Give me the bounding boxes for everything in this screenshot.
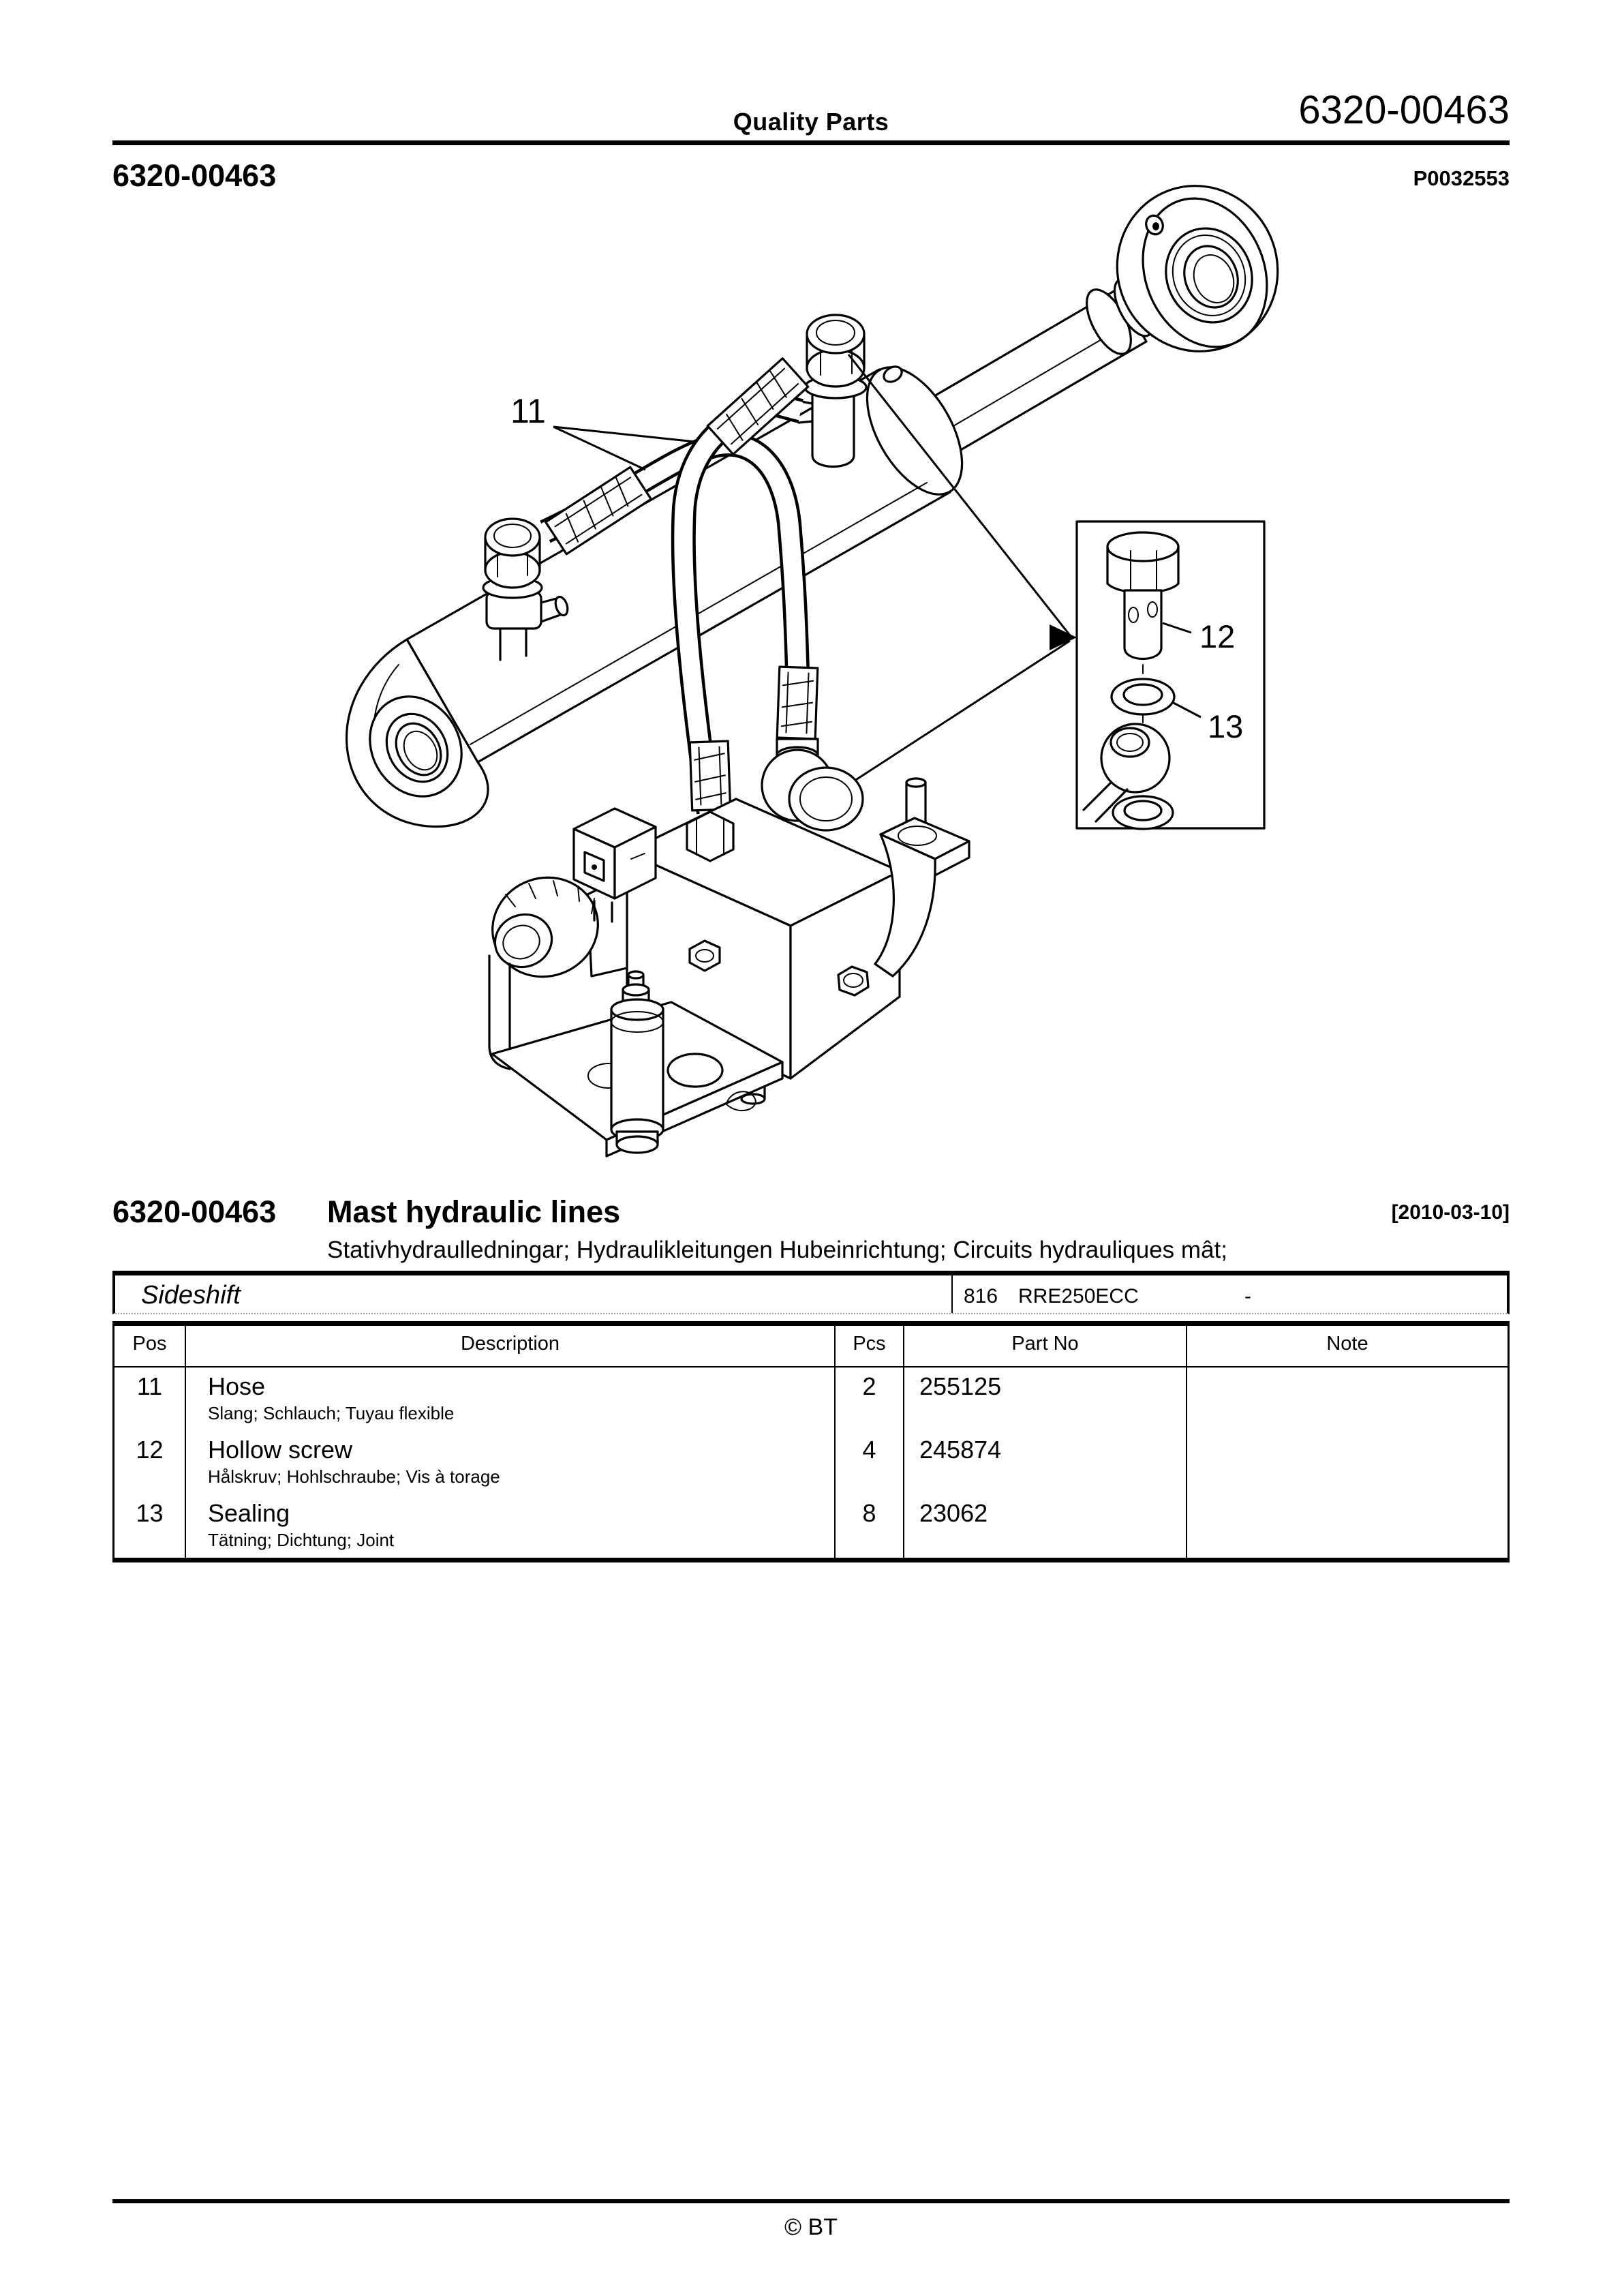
part-description: Sealing — [208, 1499, 290, 1527]
section-subtitle: Stativhydraulledningar; Hydraulikleitungen Hubeinrichtung; Circuits hydrauliques mât; — [327, 1237, 1227, 1263]
section-title: Mast hydraulic lines — [327, 1194, 621, 1229]
page-number: 6320-00463 — [112, 158, 277, 193]
part-pos: 11 — [136, 1372, 163, 1400]
header-document-number: 6320-00463 — [1298, 88, 1510, 132]
svg-text:11: 11 — [510, 392, 546, 430]
group-name: Sideshift — [141, 1281, 241, 1310]
part-number: 23062 — [919, 1499, 988, 1527]
model-header-table — [112, 1271, 1510, 1314]
part-pcs: 2 — [862, 1372, 876, 1400]
section-heading — [112, 1194, 1510, 1230]
part-description-translations: Hålskruv; Hohlschraube; Vis à torage — [208, 1466, 500, 1487]
callout-13: 13 — [1208, 708, 1244, 744]
part-number: 255125 — [919, 1372, 1002, 1400]
part-pos: 13 — [136, 1499, 164, 1527]
double-rule — [114, 1361, 1508, 1368]
footer-rule — [112, 2199, 1510, 2203]
hose-ferrule — [690, 741, 730, 811]
column-header-description: Description — [185, 1326, 834, 1361]
table-row — [114, 1431, 1508, 1494]
column-header-pos: Pos — [132, 1333, 167, 1355]
leader-line-to-inset — [837, 641, 1070, 792]
section-revision-date: [2010-03-10] — [1391, 1201, 1510, 1224]
sealing-washer-detail — [1113, 796, 1173, 829]
callout-leader — [553, 427, 645, 470]
part-description: Hollow screw — [208, 1436, 353, 1464]
part-pcs: 8 — [862, 1499, 876, 1527]
part-pos: 12 — [136, 1436, 164, 1464]
model-cell — [951, 1275, 1507, 1313]
serial-range: - — [1244, 1285, 1251, 1308]
hose-nut — [687, 812, 733, 861]
footer-copyright: © BT — [784, 2214, 838, 2240]
detail-inset — [1050, 522, 1264, 829]
part-description-translations: Tätning; Dichtung; Joint — [208, 1530, 395, 1550]
table-row — [114, 1368, 1508, 1431]
parts-table-header — [114, 1326, 1508, 1361]
model-code: 816 — [964, 1285, 998, 1308]
photo-code: P0032553 — [1413, 166, 1510, 190]
callout-leader — [553, 427, 695, 442]
column-header-partno: Part No — [903, 1326, 1186, 1361]
column-header-note: Note — [1186, 1326, 1508, 1361]
header-title: Quality Parts — [733, 108, 889, 136]
part-description: Hose — [208, 1372, 266, 1400]
hose-ferrule — [777, 667, 818, 739]
callout-12: 12 — [1199, 618, 1236, 654]
sealing-washer-detail — [1112, 679, 1174, 714]
model-name: RRE250ECC — [1018, 1285, 1139, 1308]
group-cell — [115, 1275, 951, 1313]
section-number: 6320-00463 — [112, 1194, 277, 1229]
part-number: 245874 — [919, 1436, 1002, 1464]
part-pcs: 4 — [862, 1436, 876, 1464]
part-description-translations: Slang; Schlauch; Tuyau flexible — [208, 1403, 455, 1423]
table-row — [114, 1494, 1508, 1558]
column-header-pcs: Pcs — [834, 1326, 903, 1361]
parts-table — [112, 1321, 1510, 1562]
